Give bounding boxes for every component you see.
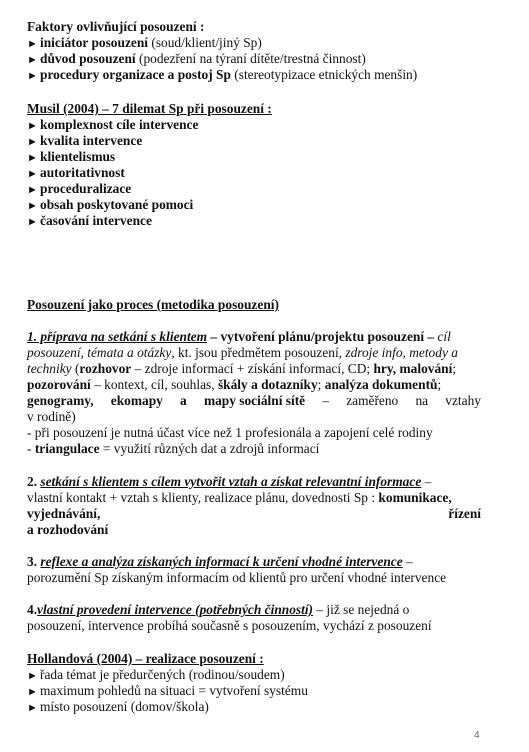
step-1-text: zdroje info, metody a <box>345 345 458 360</box>
step-1 <box>27 329 481 457</box>
step-1-text: – <box>322 393 330 408</box>
step-2-line <box>27 506 481 522</box>
step-1-line <box>27 377 481 393</box>
step-1-text: posouzení, témata a otázky <box>27 345 172 360</box>
factor-label: procedury organizace a postoj Sp <box>40 67 231 82</box>
step-1-line <box>27 393 481 409</box>
step-1-text: cíl <box>437 329 451 344</box>
step-2-text: komunikace, <box>378 490 452 505</box>
step-4-line <box>27 602 481 618</box>
step-2-text: 2. <box>27 474 41 489</box>
step-2-text: vlastní kontakt + vztah s klienty, realizace plánu, dovednosti Sp : <box>27 490 379 505</box>
step-1-text: a <box>180 393 187 408</box>
step-1-text: triangulace <box>34 441 100 456</box>
musil-heading <box>27 101 481 117</box>
step-3 <box>27 554 481 586</box>
factor-label: iniciátor posouzení <box>40 35 149 50</box>
triangle-bullet-icon: ► <box>27 70 38 82</box>
step-3-line: porozumění Sp získaným informacím od klientů pro určení vhodné intervence <box>27 570 447 585</box>
dilemma-label: klientelismus <box>40 149 116 164</box>
step-1-text: vztahy <box>445 393 481 408</box>
step-1-text: ; <box>437 377 442 392</box>
hollandova-item: místo posouzení (domov/škola) <box>40 699 209 714</box>
process-heading <box>27 297 481 313</box>
step-3-text: 3. <box>27 554 41 569</box>
factor-detail: (podezření na týraní dítěte/trestná činnost) <box>135 51 366 66</box>
step-3-text: – <box>402 554 413 569</box>
list-item <box>27 117 481 133</box>
hollandova-section <box>27 651 481 715</box>
triangle-bullet-icon: ► <box>27 120 38 132</box>
triangle-bullet-icon: ► <box>27 136 38 148</box>
list-item <box>27 35 481 51</box>
step-1-line: - při posouzení je nutná účast více než 1 profesionála a zapojení celé rodiny <box>27 425 433 440</box>
step-1-line <box>27 361 481 377</box>
dilemma-label: časování intervence <box>40 213 152 228</box>
list-item <box>27 133 481 149</box>
step-1-text: genogramy, <box>27 393 94 408</box>
step-1-line <box>27 345 481 361</box>
list-item <box>27 667 481 683</box>
step-1-text: ekomapy <box>110 393 163 408</box>
dilemma-label: autoritativnost <box>40 165 125 180</box>
list-item <box>27 197 481 213</box>
step-3-line <box>27 554 481 570</box>
triangle-bullet-icon: ► <box>27 184 38 196</box>
factor-detail: (soud/klient/jiný Sp) <box>148 35 262 50</box>
factor-label: důvod posouzení <box>40 51 136 66</box>
hollandova-item: řada témat je předurčených (rodinou/soudem) <box>40 667 285 682</box>
step-1-text: rozhovor <box>79 361 132 376</box>
step-2-line <box>27 490 481 506</box>
factors-heading-text: Faktory ovlivňující posouzení : <box>27 19 205 34</box>
list-item <box>27 165 481 181</box>
triangle-bullet-icon: ► <box>27 200 38 212</box>
step-1-text: ; <box>317 377 325 392</box>
dilemma-label: proceduralizace <box>40 181 132 196</box>
triangle-bullet-icon: ► <box>27 702 38 714</box>
step-4 <box>27 602 481 634</box>
list-item <box>27 213 481 229</box>
step-4-title: vlastní provedení intervence (potřebných činností) <box>37 602 314 617</box>
triangle-bullet-icon: ► <box>27 216 38 228</box>
process-heading-text: Posouzení jako proces (metodika posouzení) <box>27 297 279 312</box>
step-1-text: hry, malování <box>373 361 453 376</box>
step-2-title: setkání s klientem s cílem vytvořit vztah a získat relevantní informace <box>40 474 422 489</box>
list-item <box>27 181 481 197</box>
dilemma-label: obsah poskytované pomoci <box>40 197 194 212</box>
step-1-text: , kt. jsou předmětem posouzení, <box>171 345 346 360</box>
step-1-text: na <box>415 393 429 408</box>
triangle-bullet-icon: ► <box>27 168 38 180</box>
list-item <box>27 67 481 83</box>
step-1-line <box>27 441 481 457</box>
dilemma-label: komplexnost cíle intervence <box>40 117 199 132</box>
step-1-text: analýza dokumentů <box>324 377 438 392</box>
page-number: 4 <box>474 730 480 741</box>
step-1-text: – zdroje informací + získání informací, CD; <box>131 361 374 376</box>
list-item <box>27 699 481 715</box>
step-2-text: řízení <box>448 506 481 521</box>
step-1-line: v rodině) <box>27 409 76 424</box>
triangle-bullet-icon: ► <box>27 670 38 682</box>
step-1-text: pozorování <box>27 377 91 392</box>
step-1-title: 1. příprava na setkání s klientem <box>27 329 208 344</box>
factors-section <box>27 19 481 83</box>
triangle-bullet-icon: ► <box>27 38 38 50</box>
triangle-bullet-icon: ► <box>27 152 38 164</box>
dilemma-label: kvalita intervence <box>40 133 143 148</box>
step-1-text: mapy sociální sítě <box>203 393 306 408</box>
list-item <box>27 149 481 165</box>
step-1-text: ; <box>452 361 457 376</box>
step-1-text: - <box>27 441 35 456</box>
step-1-line <box>27 329 481 345</box>
factors-heading <box>27 19 481 35</box>
musil-heading-text: Musil (2004) – 7 dilemat Sp při posouzení : <box>27 101 272 116</box>
step-2-text: – <box>421 474 432 489</box>
step-4-text: – již se nejedná o <box>313 602 410 617</box>
hollandova-item: maximum pohledů na situaci = vytvoření systému <box>40 683 308 698</box>
factor-detail: (stereotypizace etnických menšin) <box>230 67 418 82</box>
step-1-subtitle: – vytvoření plánu/projektu posouzení – <box>207 329 438 344</box>
step-2-text: vyjednávání, <box>27 506 101 521</box>
step-1-text: ( <box>71 361 80 376</box>
list-item <box>27 51 481 67</box>
hollandova-heading: Hollandová (2004) – realizace posouzení : <box>27 651 264 666</box>
step-4-text: 4. <box>27 602 38 617</box>
list-item <box>27 683 481 699</box>
step-2-line: a rozhodování <box>27 522 109 537</box>
step-2-line <box>27 474 481 490</box>
step-3-title: reflexe a analýza získaných informací k určení vhodné intervence <box>40 554 403 569</box>
step-1-text: techniky <box>27 361 72 376</box>
triangle-bullet-icon: ► <box>27 54 38 66</box>
triangle-bullet-icon: ► <box>27 686 38 698</box>
step-1-text: – kontext, cíl, souhlas, <box>90 377 218 392</box>
step-1-text: škály a dotazníky <box>217 377 318 392</box>
step-4-line: posouzení, intervence probíhá současně s posouzením, vychází z posouzení <box>27 618 432 633</box>
step-2 <box>27 474 481 538</box>
step-1-text: = využití různých dat a zdrojů informací <box>99 441 320 456</box>
step-1-text: zaměřeno <box>346 393 399 408</box>
musil-section <box>27 101 481 229</box>
